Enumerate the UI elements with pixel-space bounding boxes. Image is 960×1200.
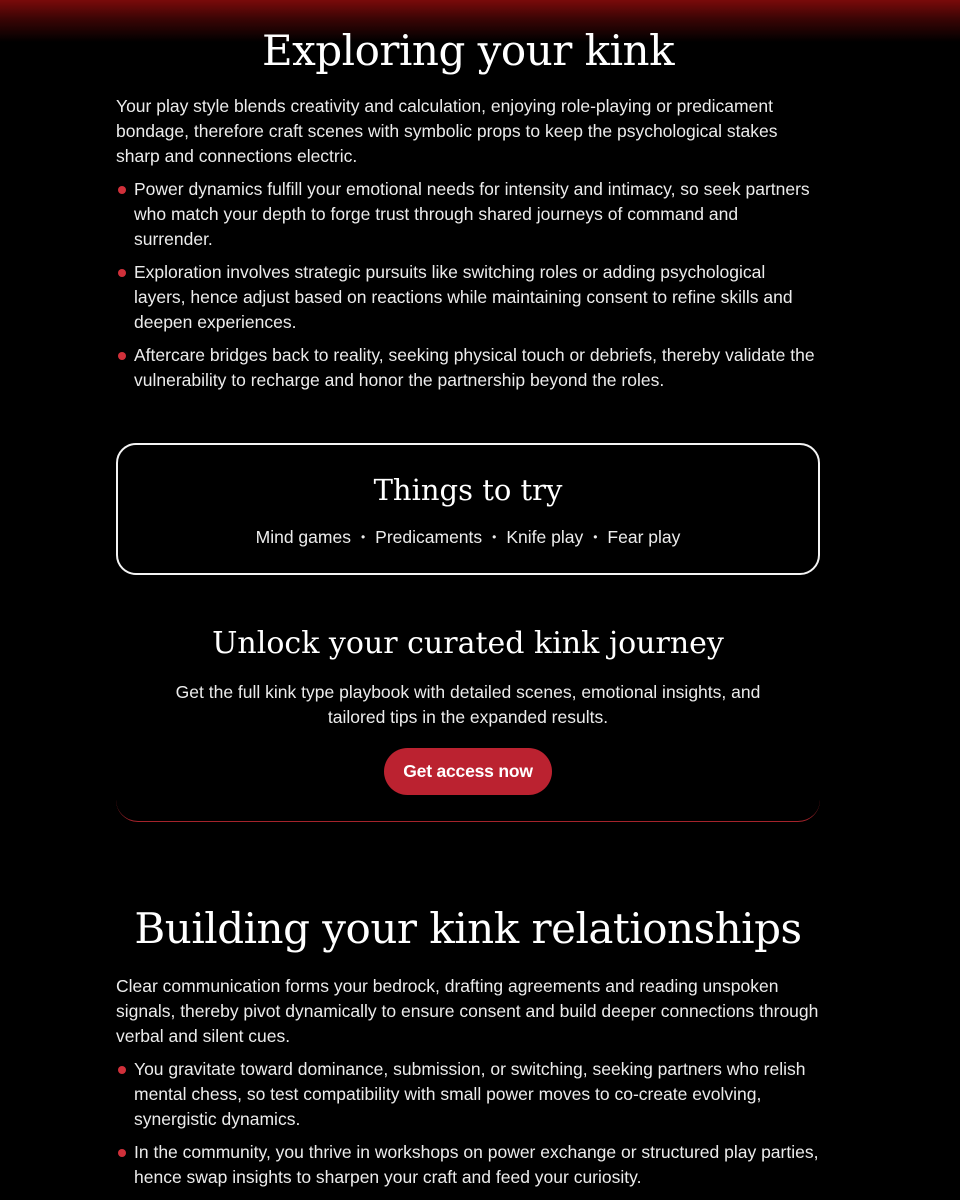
separator-dot-icon: • [593, 530, 598, 544]
unlock-description: Get the full kink type playbook with detailed scenes, emotional insights, and tailored tips in the expanded results. [175, 682, 761, 727]
section-intro: Your play style blends creativity and calculation, enjoying role-playing or predicament bondage, therefore craft scenes with symbolic props to keep the psychological stakes sharp and connections electric. [116, 96, 778, 166]
try-item: Predicaments [375, 527, 483, 547]
section-title-relationships: Building your kink relationships [134, 904, 802, 953]
unlock-card [116, 600, 820, 822]
separator-dot-icon: • [360, 530, 366, 544]
separator-dot-icon: • [492, 530, 497, 544]
try-item: Fear play [607, 527, 681, 547]
bullet-dot-icon [118, 269, 126, 277]
list-item: Power dynamics fulfill your emotional needs for intensity and intimacy, so seek partners who match your depth to forge trust through shared journeys of command and surrender. [116, 177, 820, 252]
things-to-try-title: Things to try [373, 473, 563, 507]
bullet-list [116, 177, 820, 393]
get-access-button[interactable]: Get access now [384, 748, 552, 795]
section-relationships-body [116, 974, 820, 1190]
bullet-dot-icon [118, 1149, 126, 1157]
list-item: You gravitate toward dominance, submission, or switching, seeking partners who relish mental chess, so test compatibility with small power moves to co-create evolving, synergistic dynamics. [116, 1057, 820, 1132]
section-title-exploring: Exploring your kink [261, 26, 675, 75]
list-item: Aftercare bridges back to reality, seeking physical touch or debriefs, thereby validate the vulnerability to recharge and honor the partnership beyond the roles. [116, 343, 820, 393]
things-to-try-list [118, 527, 818, 548]
bullet-dot-icon [118, 352, 126, 360]
try-item: Mind games [255, 527, 351, 547]
section-exploring-body [116, 94, 820, 393]
list-item: Exploration involves strategic pursuits like switching roles or adding psychological layers, hence adjust based on reactions while maintaining consent to refine skills and deepen experiences. [116, 260, 820, 335]
try-item: Knife play [506, 527, 584, 547]
unlock-title: Unlock your curated kink journey [212, 626, 724, 661]
list-item: In the community, you thrive in workshops on power exchange or structured play parties, hence swap insights to sharpen your craft and feed your curiosity. [116, 1140, 820, 1190]
things-to-try-card [116, 443, 820, 575]
bullet-dot-icon [118, 186, 126, 194]
section-intro: Clear communication forms your bedrock, drafting agreements and reading unspoken signals, thereby pivot dynamically to ensure consent and build deeper connections through verbal and silent cues. [116, 976, 819, 1046]
bullet-dot-icon [118, 1066, 126, 1074]
bullet-list [116, 1057, 820, 1190]
